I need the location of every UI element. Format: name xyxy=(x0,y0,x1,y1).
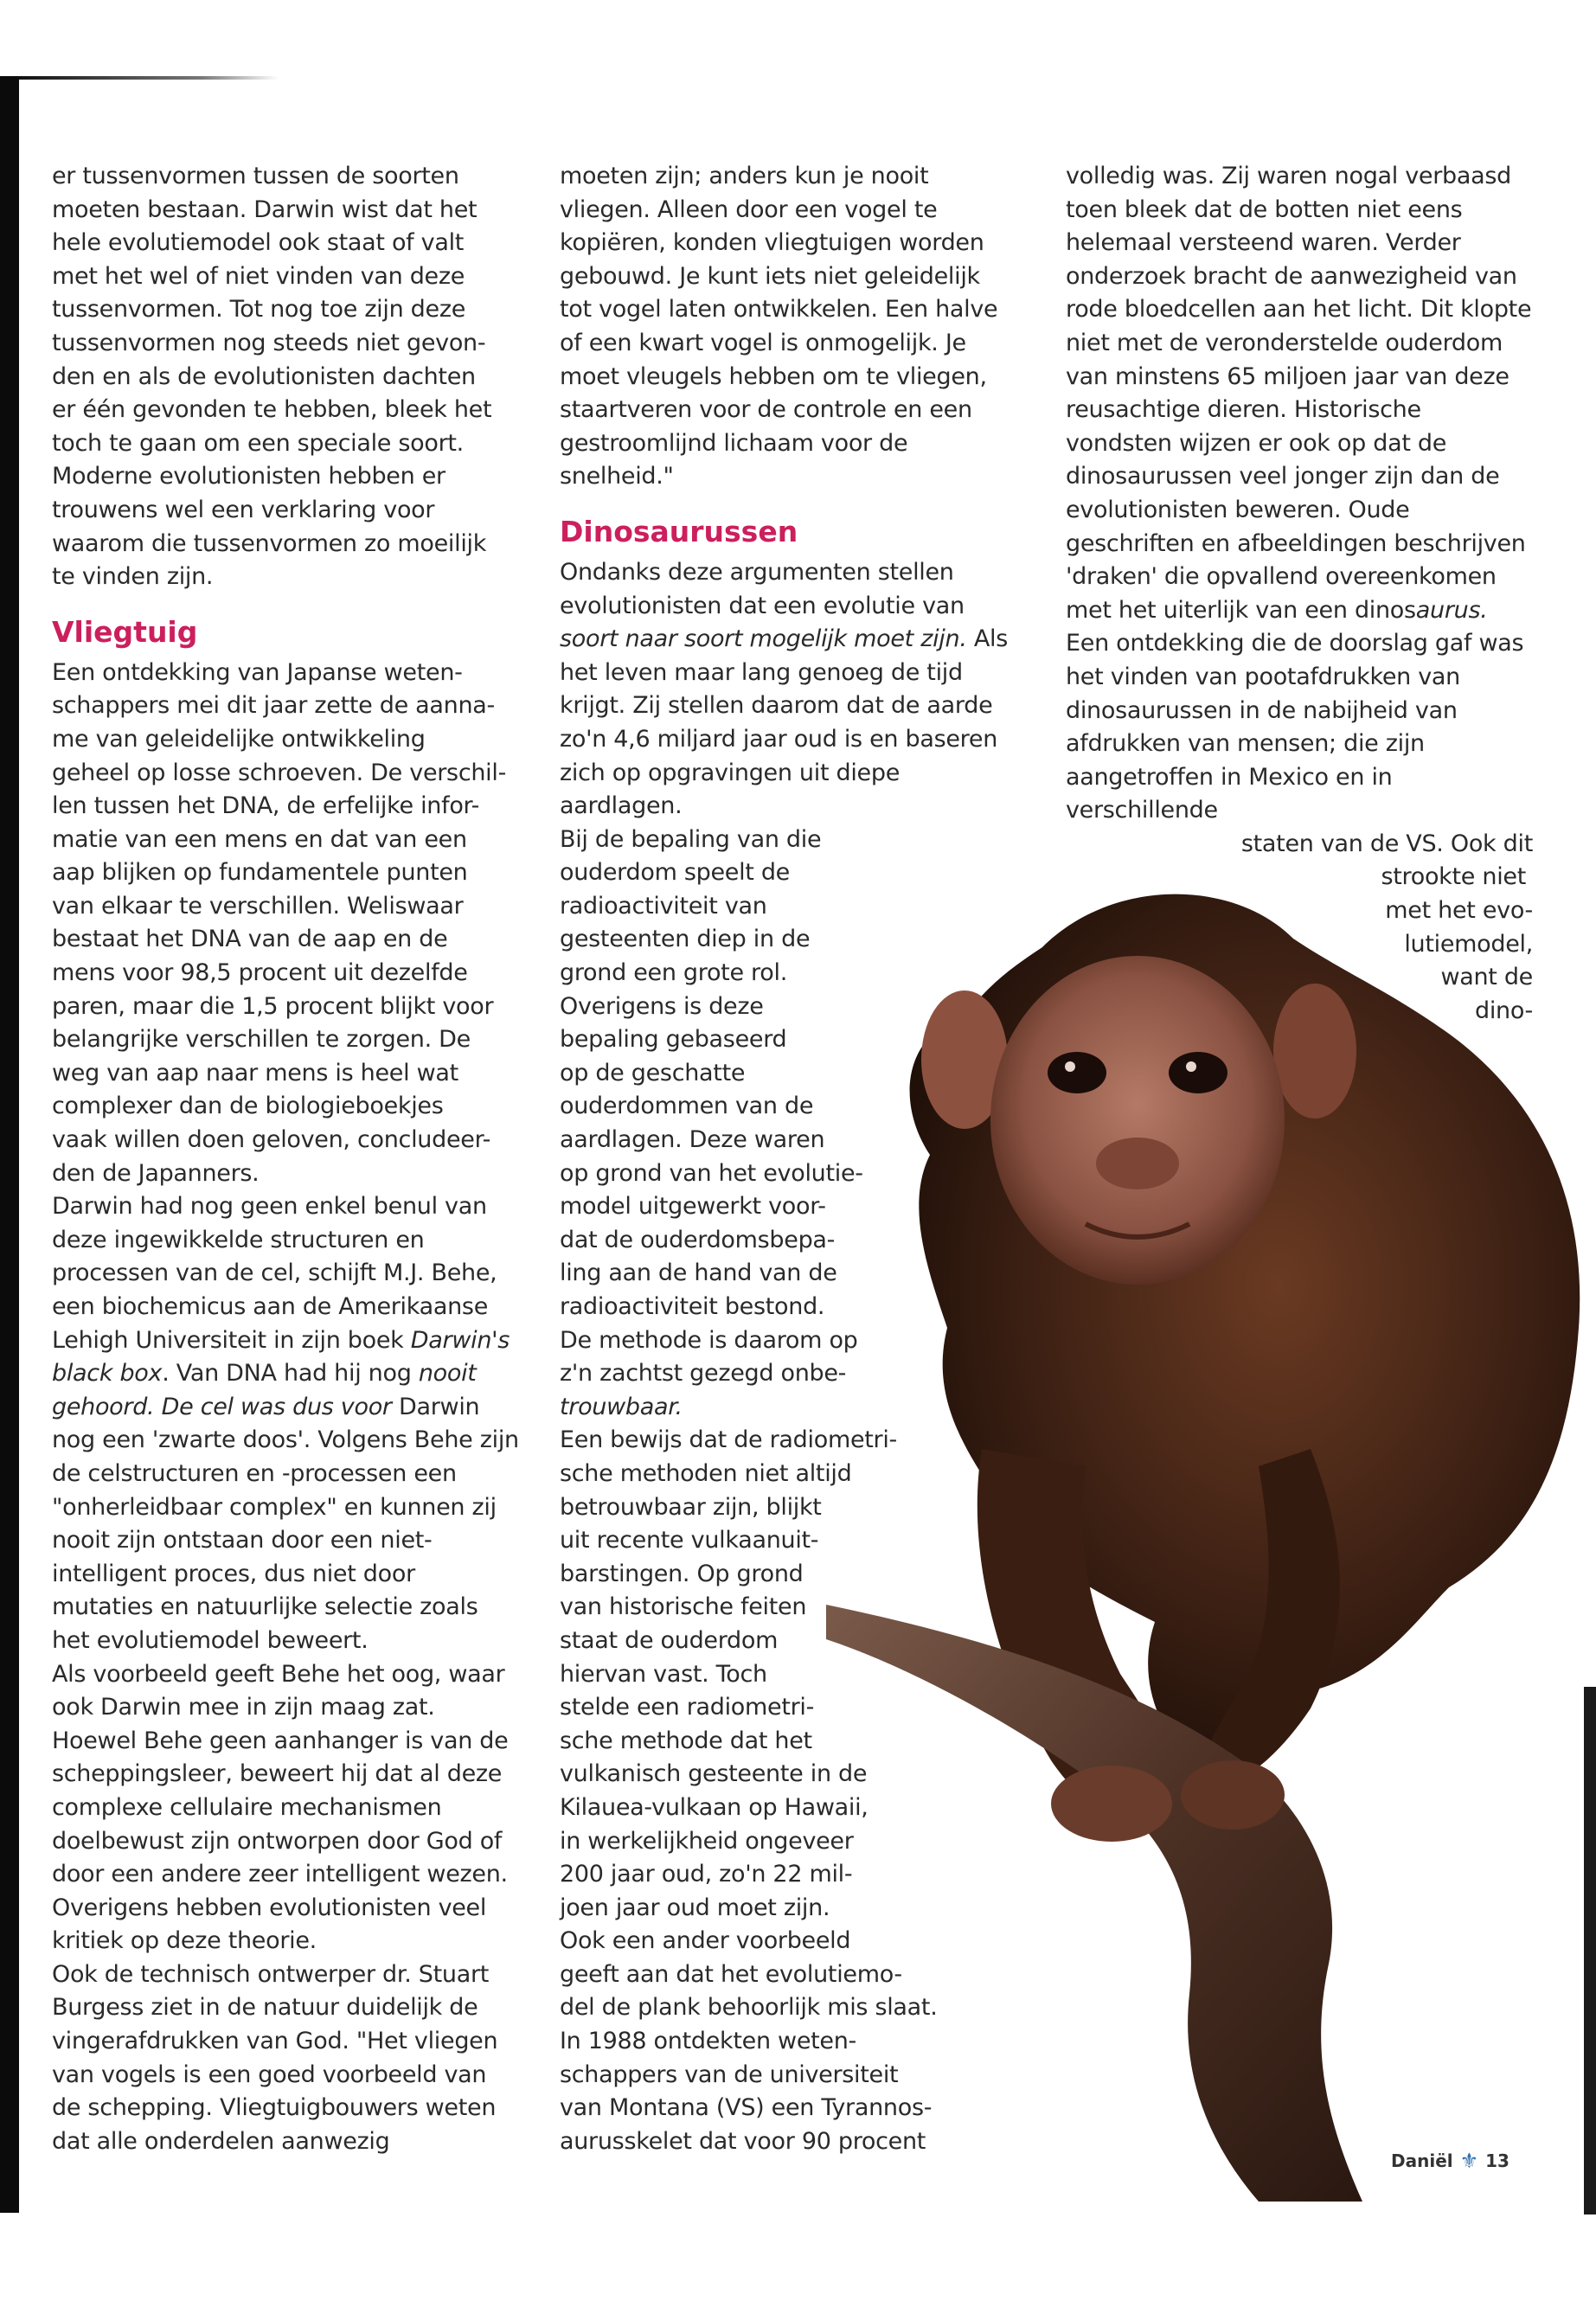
paragraph: moeten zijn; anders kun je nooit vliegen. Alleen door een vogel te kopiëren, konden vliegtuigen worden gebouwd. Je kunt iets niet geleidelijk tot vogel laten ontwikkelen. Een halve of een kwart vogel is onmogelijk. Je moet vleugels hebben om te vliegen, staartveren voor de controle en een gestroomlijnd lichaam voor de snelheid." xyxy=(560,163,998,490)
paragraph: Ondanks deze argumenten stellen evolutionisten dat een evolutie van soort naar soort mogelijk moet zijn. Als het leven maar lang genoeg de tijd krijgt. Zij stellen daarom dat de aarde zo'n 4,6 miljard jaar oud is en baseren zich op opgravingen uit diepe aardlagen. xyxy=(560,558,1009,820)
quote: nooit gehoord. De cel was dus voor xyxy=(52,1360,477,1420)
section-heading-vliegtuig: Vliegtuig xyxy=(52,614,198,649)
article-column-1 xyxy=(52,160,519,2158)
magazine-name: Daniël xyxy=(1391,2150,1453,2171)
paragraph: Darwin had nog geen enkel benul van deze ingewikkelde structuren en processen van de cel, schijft M.J. Behe, een biochemicus aan de Amerikaanse Lehigh Universiteit in zijn boek Darwin's black box. Van DNA had hij nog nooit gehoord. De cel was dus voor Darwin nog een 'zwarte doos'. Volgens Behe zijn de celstructuren en -processen een "onherleidbaar complex" en kunnen zij nooit zijn ontstaan door een niet-intelligent proces, dus niet door mutaties en natuurlijke selectie zoals het evolutiemodel beweert. xyxy=(52,1193,519,1654)
page-edge-top xyxy=(19,76,279,80)
paragraph: Ook een ander voorbeeld geeft aan dat het evolutiemo- del de plank behoorlijk mis slaat. In 1988 ontdekten weten- schappers van de universiteit van Montana (VS) een Tyrannos- aurusskelet dat voor 90 procent xyxy=(560,1927,938,2155)
paragraph: Bij de bepaling van die ouderdom speelt de radioactiviteit van gesteenten diep in de grond een grote rol. Overigens is deze bepaling gebaseerd op de geschatte ouderdommen van de aardlagen. Deze waren op grond van het evolutie- model uitgewerkt voor- dat de ouderdomsbepa- ling aan de hand van de radioactiviteit bestond. De methode is daarom op z'n zachtst gezegd onbe- trouwbaar. xyxy=(560,825,863,1420)
section-heading-dinosaurussen: Dinosaurussen xyxy=(560,514,798,548)
book-title: Darwin's black box xyxy=(52,1326,510,1388)
paragraph-wrap-around-image: staten van de VS. Ook dit strookte niet met het evo- lutiemodel, want de dino- xyxy=(1240,830,1533,1024)
paragraph: volledig was. Zij waren nogal verbaasd toen bleek dat de botten niet eens helemaal versteend waren. Verder onderzoek bracht de aanwezigheid van rode bloedcellen aan het licht. Dit klopte niet met de veronderstelde ouderdom van minstens 65 miljoen jaar van deze reusachtige dieren. Historische vondsten wijzen er ook op dat de dinosaurussen veel jonger zijn dan de evolutionisten beweren. Oude geschriften en afbeeldingen beschrijven 'draken' die opvallend overeenkomen met het uiterlijk van een dinosaurus. Een ontdekking die de doorslag gaf was het vinden van pootafdrukken van dinosaurussen in de nabijheid van afdrukken van mensen; die zijn aangetroffen in Mexico en in verschillende xyxy=(1066,163,1532,824)
paragraph: Een bewijs dat de radiometri- sche methoden niet altijd betrouwbaar zijn, blijkt uit recente vulkaanuit- barstingen. Op grond van historische feiten staat de ouderdom hiervan vast. Toch stelde een radiometri- sche methode dat het vulkanisch gesteente in de Kilauea-vulkaan op Hawaii, in werkelijkheid ongeveer 200 jaar oud, zo'n 22 mil- joen jaar oud moet zijn. xyxy=(560,1426,897,1921)
paragraph: Ook de technisch ontwerper dr. Stuart Burgess ziet in de natuur duidelijk de vingerafdrukken van God. "Het vliegen van vogels is een goed voorbeeld van de schepping. Vliegtuigbouwers weten dat alle onderdelen aanwezig xyxy=(52,1960,498,2155)
page-edge-left xyxy=(0,76,19,2213)
page-footer xyxy=(1391,2149,1509,2173)
fleur-de-lis-icon: ⚜ xyxy=(1459,2149,1479,2173)
page-number: 13 xyxy=(1485,2150,1509,2171)
paragraph: Als voorbeeld geeft Behe het oog, waar ook Darwin mee in zijn maag zat. Hoewel Behe geen aanhanger is van de scheppingsleer, beweert hij dat al deze complexe cellulaire mechanismen doelbewust zijn ontworpen door God of door een andere zeer intelligent wezen. Overigens hebben evolutionisten veel kritiek op deze theorie. xyxy=(52,1660,509,1955)
monkey-photo-icon xyxy=(826,843,1596,2202)
paragraph: Een ontdekking van Japanse weten- schappers mei dit jaar zette de aanna- me van geleidelijke ontwikkeling geheel op losse schroeven. De verschil- len tussen het DNA, de erfelijke infor- matie van een mens en dat van een aap blijken op fundamentele punten van elkaar te verschillen. Weliswaar bestaat het DNA van de aap en de mens voor 98,5 procent uit dezelfde paren, maar die 1,5 procent blijkt voor belangrijke verschillen te zorgen. De weg van aap naar mens is heel wat complexer dan de biologieboekjes vaak willen doen geloven, concludeer- den de Japanners. xyxy=(52,658,507,1187)
paragraph: er tussenvormen tussen de soorten moeten bestaan. Darwin wist dat het hele evolutiemodel ook staat of valt met het wel of niet vinden van deze tussenvormen. Tot nog toe zijn deze tussenvormen nog steeds niet gevon- den en als de evolutionisten dachten er één gevonden te hebben, bleek het toch te gaan om een speciale soort. Moderne evolutionisten hebben er trouwens wel een verklaring voor waarom die tussenvormen zo moeilijk te vinden zijn. xyxy=(52,163,492,591)
